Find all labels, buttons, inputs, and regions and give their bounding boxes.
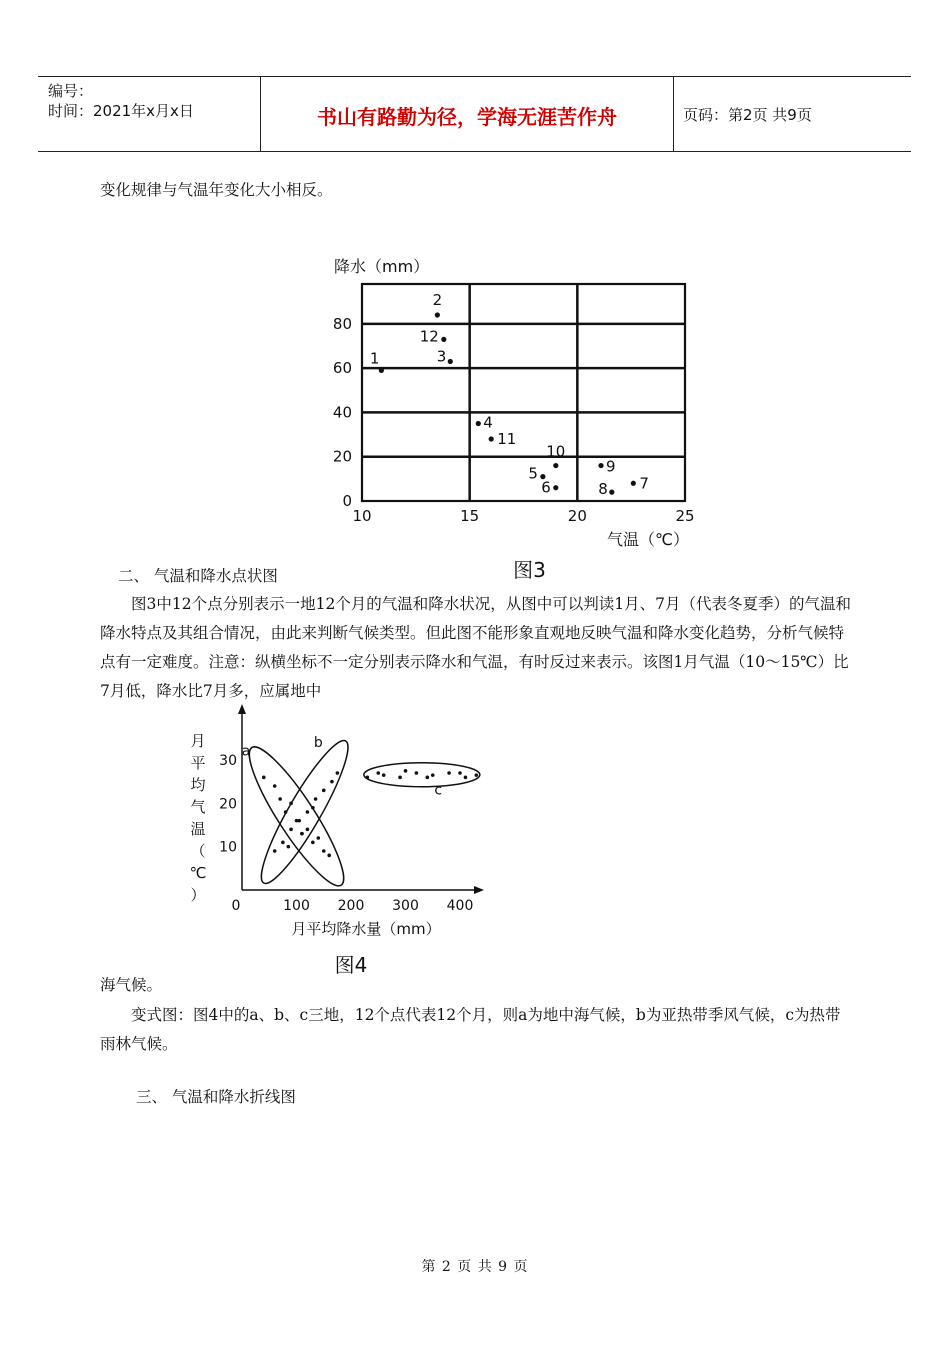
data-point [553, 463, 558, 468]
body-line: 变化规律与气温年变化大小相反。 [100, 181, 333, 199]
x-tick-label: 10 [352, 507, 372, 525]
header-divider [673, 77, 674, 151]
x-axis-arrow [474, 886, 484, 894]
header-meta [48, 81, 258, 121]
y-tick-label: 0 [342, 492, 352, 510]
x-tick-label: 15 [460, 507, 480, 525]
data-point [317, 836, 321, 840]
data-point [306, 828, 310, 832]
data-point [475, 773, 479, 777]
data-point [297, 819, 301, 823]
header-motto: 书山有路勤为径，学海无涯苦作舟 [317, 105, 617, 129]
y-axis-title-char: 气 [190, 798, 206, 816]
serial-label: 编号： [48, 82, 94, 100]
point-label: 11 [497, 430, 517, 448]
series-label: b [313, 735, 323, 751]
x-tick-label: 300 [392, 898, 419, 914]
figure-caption: 图4 [334, 953, 368, 977]
point-label: 3 [436, 347, 447, 366]
x-axis-title: 月平均降水量（mm） [291, 920, 441, 938]
point-label: 7 [639, 474, 649, 493]
data-point [262, 776, 266, 780]
data-point [289, 828, 293, 832]
data-point [609, 490, 614, 495]
data-point [327, 854, 331, 858]
data-point [476, 421, 481, 426]
data-point [379, 368, 384, 373]
point-label: 1 [369, 349, 380, 368]
data-point [553, 485, 558, 490]
y-tick-label: 80 [332, 314, 352, 333]
data-point [300, 832, 304, 836]
data-point [426, 776, 430, 780]
y-tick-label: 60 [332, 359, 352, 378]
x-tick-label: 100 [283, 898, 310, 914]
point-label: 4 [483, 413, 493, 432]
data-point [398, 776, 402, 780]
data-point [306, 810, 310, 814]
data-point [336, 771, 340, 775]
y-axis-title-char: ℃ [189, 864, 207, 882]
point-label: 5 [528, 464, 538, 483]
y-axis-arrow [238, 704, 246, 714]
data-point [281, 841, 285, 845]
x-tick-label: 400 [446, 898, 474, 914]
data-point [273, 784, 277, 788]
figure-4-chart [180, 700, 500, 985]
data-point [278, 797, 282, 801]
data-point [435, 312, 440, 317]
series-label: a [241, 743, 251, 760]
plot-frame [362, 284, 685, 501]
paragraph-2: 变式图：图4中的a、b、c三地，12个点代表12个月，则a为地中海气候，b为亚热带季风气候，c为热带雨林气候。 [100, 1006, 841, 1053]
y-tick-label: 40 [332, 403, 352, 422]
data-point [382, 773, 386, 777]
data-point [631, 481, 636, 486]
y-axis-title-char: ） [190, 886, 206, 904]
data-point [311, 841, 315, 845]
data-point [464, 776, 468, 780]
y-axis-title-char: 平 [190, 754, 206, 772]
data-point [322, 789, 326, 793]
data-point [489, 436, 494, 441]
y-tick-label: 10 [219, 839, 237, 856]
data-point [273, 849, 277, 853]
body-line: 海气候。 [100, 976, 163, 994]
data-point [404, 769, 408, 773]
point-label: 10 [546, 442, 566, 461]
y-axis-title-char: （ [190, 842, 206, 860]
data-point [447, 771, 451, 775]
data-point [366, 776, 370, 780]
y-axis-title-char: 温 [190, 820, 206, 838]
region-outline [237, 738, 357, 895]
data-point [314, 797, 318, 801]
section-title-2: 二、 气温和降水点状图 [118, 567, 278, 585]
x-tick-label: 200 [337, 898, 365, 914]
series-label: c [434, 782, 443, 799]
figure-3-chart [320, 248, 720, 580]
header-page-label: 页码：第2页 共9页 [683, 106, 812, 124]
point-label: 12 [419, 327, 439, 346]
y-axis-title-char: 均 [190, 776, 206, 794]
region-outline [250, 733, 360, 891]
x-tick-label: 25 [675, 507, 695, 525]
y-tick-label: 20 [332, 447, 352, 466]
page-header [38, 76, 911, 152]
data-point [330, 780, 334, 784]
data-point [458, 771, 462, 775]
data-point [311, 806, 315, 810]
paragraph-1: 图3中12个点分别表示一地12个月的气温和降水状况，从图中可以判读1月、7月（代表冬夏季）的气温和降水特点及其组合情况，由此来判断气候类型。但此图不能形象直观地反映气温和降水变化趋势，分析气候特点有一定难度。注意：纵横坐标不一定分别表示降水和气温，有时反过来表示。该图1月气温（10～15℃）比7月低，降水比7月多，应属地中 [100, 595, 852, 700]
data-point [415, 771, 419, 775]
data-point [322, 849, 326, 853]
x-tick-label: 20 [567, 507, 587, 525]
point-label: 8 [598, 480, 608, 499]
time-label: 时间：2021年x月x日 [48, 102, 194, 120]
data-point [376, 771, 380, 775]
x-axis-title: 气温（℃） [607, 530, 689, 549]
y-axis-title-char: 月 [190, 732, 206, 750]
y-axis-title: 降水（mm） [334, 257, 430, 276]
page-footer: 第 2 页 共 9 页 [421, 1259, 529, 1275]
x-tick-label: 0 [231, 898, 241, 914]
y-tick-label: 30 [219, 753, 237, 769]
point-label: 6 [541, 478, 551, 497]
data-point [448, 359, 453, 364]
point-label: 2 [432, 291, 443, 309]
data-point [287, 845, 291, 849]
section-title-3: 三、 气温和降水折线图 [136, 1088, 296, 1106]
region-outline [364, 763, 480, 787]
data-point [598, 463, 603, 468]
figure-caption: 图3 [513, 558, 546, 580]
point-label: 9 [606, 457, 616, 476]
y-tick-label: 20 [219, 796, 237, 813]
data-point [431, 773, 435, 777]
data-point [441, 337, 446, 342]
